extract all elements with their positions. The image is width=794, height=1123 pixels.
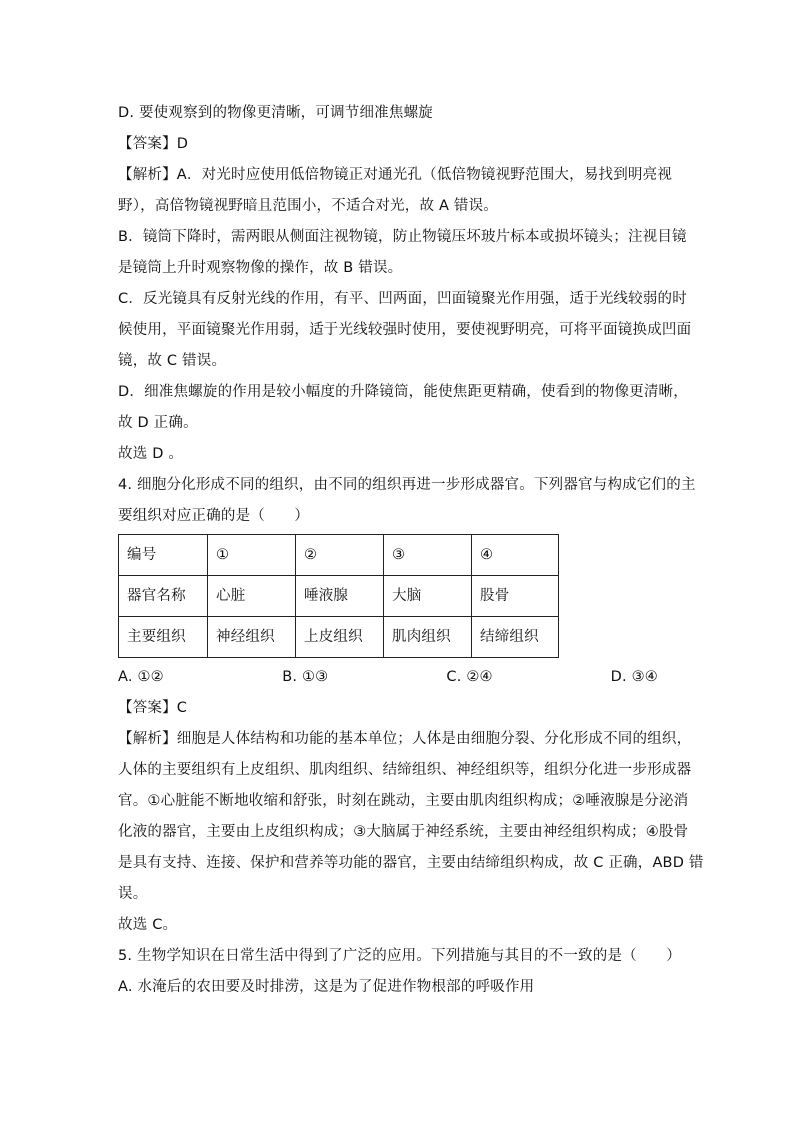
table-row bbox=[119, 535, 559, 576]
table-row bbox=[119, 576, 559, 617]
option-c: C. ②④ bbox=[446, 669, 493, 685]
text-line: 镜，故 C 错误。 bbox=[118, 353, 227, 369]
text-line: 故选 D 。 bbox=[118, 446, 184, 462]
text-line: 【解析】A．对光时应使用低倍物镜正对通光孔（低倍物镜视野范围大，易找到明亮视 bbox=[118, 167, 673, 183]
table-row bbox=[119, 617, 559, 658]
table-cell: 心脏 bbox=[208, 576, 296, 617]
question-4-line: 要组织对应正确的是（ ） bbox=[118, 508, 310, 524]
text-line: 故选 C。 bbox=[118, 917, 178, 933]
table-cell: 上皮组织 bbox=[296, 617, 384, 658]
text-line: 官。①心脏能不断地收缩和舒张，时刻在跳动，主要由肌肉组织构成；②唾液腺是分泌消 bbox=[118, 793, 689, 809]
table-cell: ③ bbox=[384, 535, 472, 576]
option-b: B. ①③ bbox=[282, 669, 329, 685]
option-a: A. ①② bbox=[118, 669, 164, 685]
organ-tissue-table bbox=[118, 534, 559, 658]
text-line: D. 要使观察到的物像更清晰，可调节细准焦螺旋 bbox=[118, 105, 433, 121]
table-cell: 神经组织 bbox=[208, 617, 296, 658]
table-cell: ② bbox=[296, 535, 384, 576]
text-line: C．反光镜具有反射光线的作用，有平、凹两面，凹面镜聚光作用强，适于光线较弱的时 bbox=[118, 291, 687, 307]
text-line: 野），高倍物镜视野暗且范围小，不适合对光，故 A 错误。 bbox=[118, 198, 498, 214]
table-cell: 器官名称 bbox=[119, 576, 208, 617]
table-cell: 唾液腺 bbox=[296, 576, 384, 617]
question-5-line: 5. 生物学知识在日常生活中得到了广泛的应用。下列措施与其目的不一致的是（ ） bbox=[118, 948, 681, 964]
text-line: 人体的主要组织有上皮组织、肌肉组织、结缔组织、神经组织等，组织分化进一步形成器 bbox=[118, 762, 692, 778]
table-cell: 结缔组织 bbox=[472, 617, 559, 658]
table-cell: ① bbox=[208, 535, 296, 576]
text-line: 故 D 正确。 bbox=[118, 415, 198, 431]
option-d: D. ③④ bbox=[610, 669, 658, 685]
table-cell: 肌肉组织 bbox=[384, 617, 472, 658]
text-line: 是具有支持、连接、保护和营养等功能的器官，主要由结缔组织构成，故 C 正确，ABD 错 bbox=[118, 855, 704, 871]
text-line: 是镜筒上升时观察物像的操作，故 B 错误。 bbox=[118, 260, 403, 276]
answer-options bbox=[118, 662, 658, 693]
table-cell: 主要组织 bbox=[119, 617, 208, 658]
text-line: 误。 bbox=[118, 886, 148, 902]
table-cell: 编号 bbox=[119, 535, 208, 576]
text-line: 候使用，平面镜聚光作用弱，适于光线较强时使用，要使视野明亮，可将平面镜换成凹面 bbox=[118, 322, 692, 338]
option-line: A. 水淹后的农田要及时排涝，这是为了促进作物根部的呼吸作用 bbox=[118, 979, 535, 995]
answer-line: 【答案】D bbox=[118, 136, 189, 152]
table-cell: 大脑 bbox=[384, 576, 472, 617]
text-line: B．镜筒下降时，需两眼从侧面注视物镜，防止物镜压坏玻片标本或损坏镜头；注视目镜 bbox=[118, 229, 687, 245]
page-content bbox=[118, 98, 704, 1003]
table-cell: 股骨 bbox=[472, 576, 559, 617]
text-line: 化液的器官，主要由上皮组织构成；③大脑属于神经系统，主要由神经组织构成；④股骨 bbox=[118, 824, 689, 840]
question-4-line: 4. 细胞分化形成不同的组织，由不同的组织再进一步形成器官。下列器官与构成它们的主 bbox=[118, 477, 696, 493]
answer-line: 【答案】C bbox=[118, 700, 188, 716]
table-cell: ④ bbox=[472, 535, 559, 576]
text-line: D．细准焦螺旋的作用是较小幅度的升降镜筒，能使焦距更精确，使看到的物像更清晰， bbox=[118, 384, 688, 400]
text-line: 【解析】细胞是人体结构和功能的基本单位；人体是由细胞分裂、分化形成不同的组织， bbox=[118, 731, 692, 747]
